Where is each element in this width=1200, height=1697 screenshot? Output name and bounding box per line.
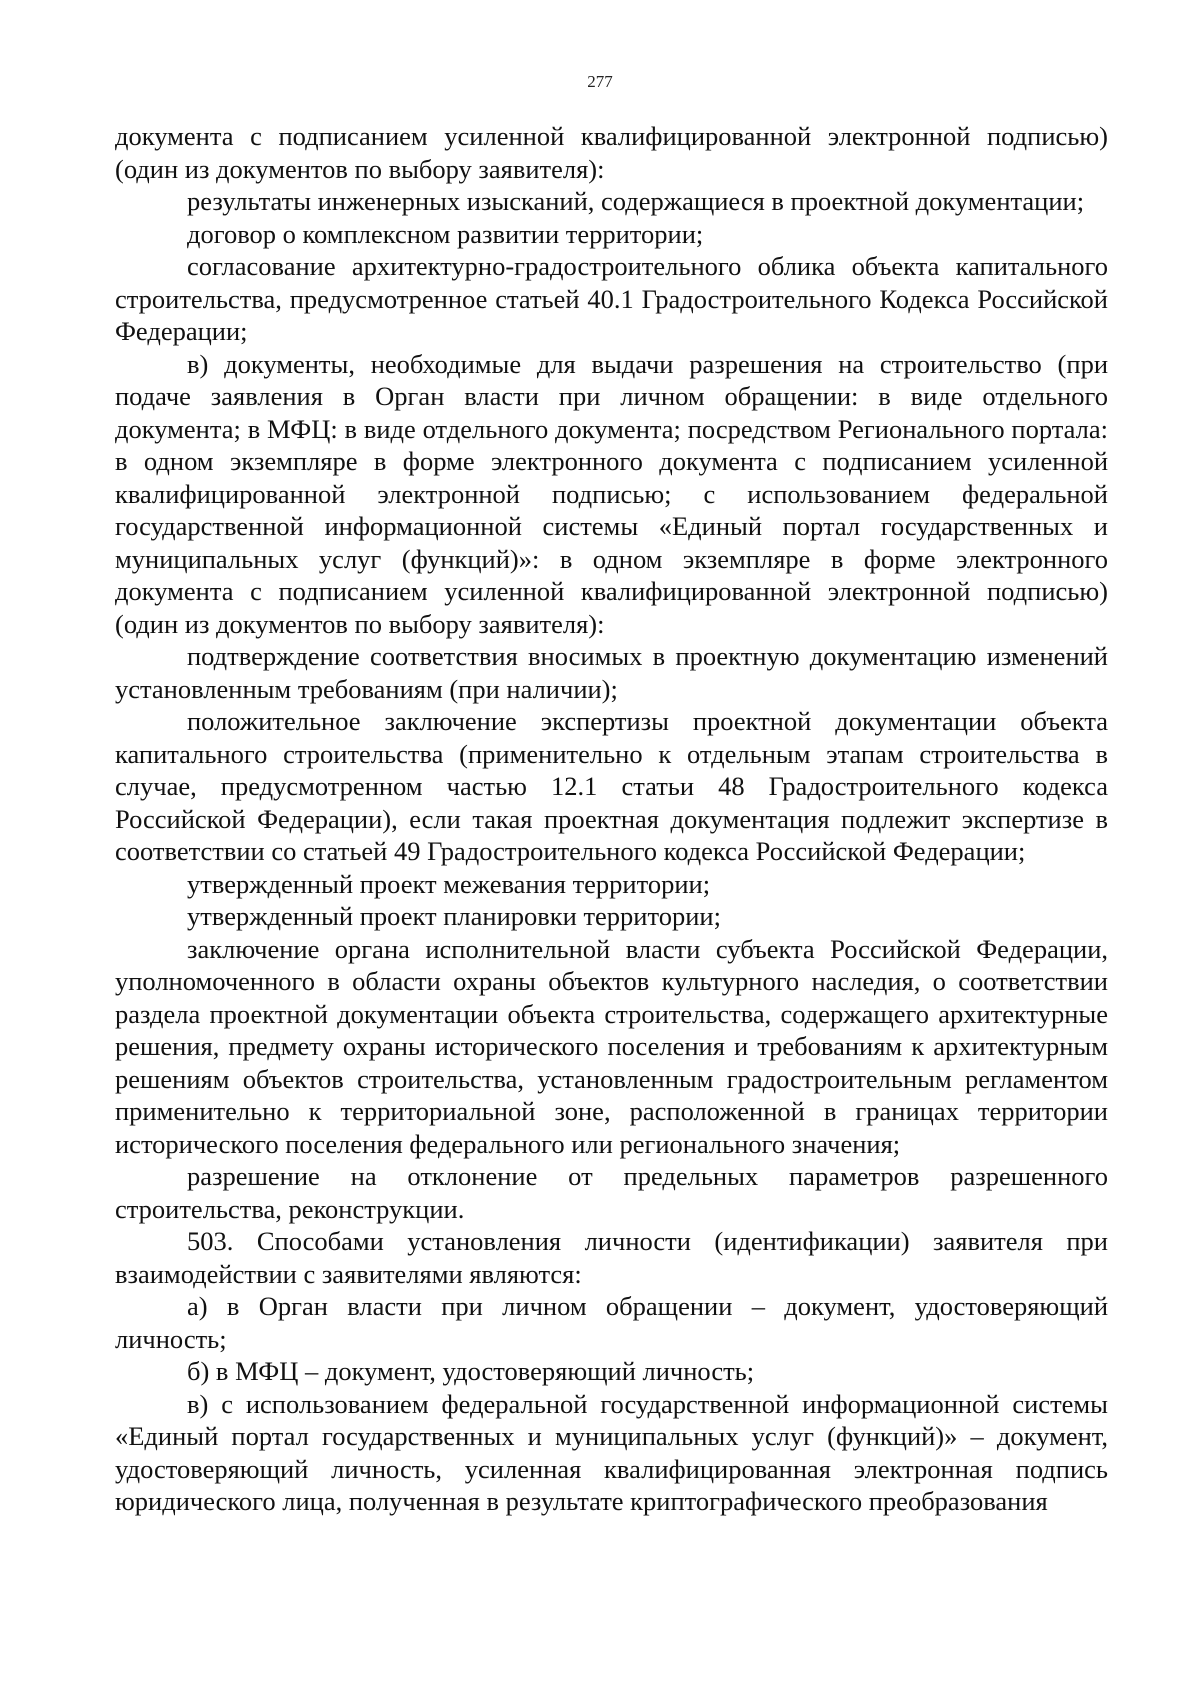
paragraph: положительное заключение экспертизы проектной документации объекта капитального строительства (применительно к отдельным этапам строительства в случае, предусмотренном частью 12.1 статьи 48 Градостроительного кодекса Российской Федерации), если такая проектная документация подлежит экспертизе в соответствии со статьей 49 Градостроительного кодекса Российской Федерации; xyxy=(115,706,1108,866)
paragraph: в) документы, необходимые для выдачи разрешения на строительство (при подаче заявления в Орган власти при личном обращении: в виде отдельного документа; в МФЦ: в виде отдельного документа; посредством Регионального портала: в одном экземпляре в форме электронного документа с подписанием усиленной квалифицированной электронной подписью; с использованием федеральной государственной информационной системы «Единый портал государственных и муниципальных услуг (функций)»: в одном экземпляре в форме электронного документа с подписанием усиленной квалифицированной электронной подписью) (один из документов по выбору заявителя): xyxy=(115,348,1108,639)
paragraph: б) в МФЦ – документ, удостоверяющий личность; xyxy=(187,1356,755,1386)
document-body xyxy=(115,120,1108,1518)
paragraph: разрешение на отклонение от предельных параметров разрешенного строительства, реконструкции. xyxy=(115,1161,1108,1224)
paragraph: утвержденный проект межевания территории; xyxy=(187,868,711,899)
paragraph: результаты инженерных изысканий, содержащиеся в проектной документации; xyxy=(187,186,1085,216)
paragraph: документа с подписанием усиленной квалифицированной электронной подписью) (один из документов по выбору заявителя): xyxy=(115,121,1108,184)
paragraph: заключение органа исполнительной власти субъекта Российской Федерации, уполномоченного в области охраны объектов культурного наследия, о соответствии раздела проектной документации объекта строительства, содержащего архитектурные решения, предмету охраны исторического поселения и требованиям к архитектурным решениям объектов строительства, установленным градостроительным регламентом применительно к территориальной зоне, расположенной в границах территории исторического поселения федерального или регионального значения; xyxy=(115,933,1108,1159)
paragraph: подтверждение соответствия вносимых в проектную документацию изменений установленным требованиям (при наличии); xyxy=(115,641,1108,704)
paragraph: а) в Орган власти при личном обращении – документ, удостоверяющий личность; xyxy=(115,1291,1108,1354)
page-number: 277 xyxy=(587,72,613,91)
paragraph: в) с использованием федеральной государственной информационной системы «Единый портал государственных и муниципальных услуг (функций)» – документ, удостоверяющий личность, усиленная квалифицированная электронная подпись юридического лица, полученная в результате криптографического преобразования xyxy=(115,1388,1108,1516)
paragraph: 503. Способами установления личности (идентификации) заявителя при взаимодействии с заявителями являются: xyxy=(115,1226,1108,1289)
paragraph: утвержденный проект планировки территории; xyxy=(187,901,721,931)
paragraph: договор о комплексном развитии территории; xyxy=(187,218,704,249)
paragraph: согласование архитектурно-градостроительного облика объекта капитального строительства, предусмотренное статьей 40.1 Градостроительного Кодекса Российской Федерации; xyxy=(115,251,1108,346)
